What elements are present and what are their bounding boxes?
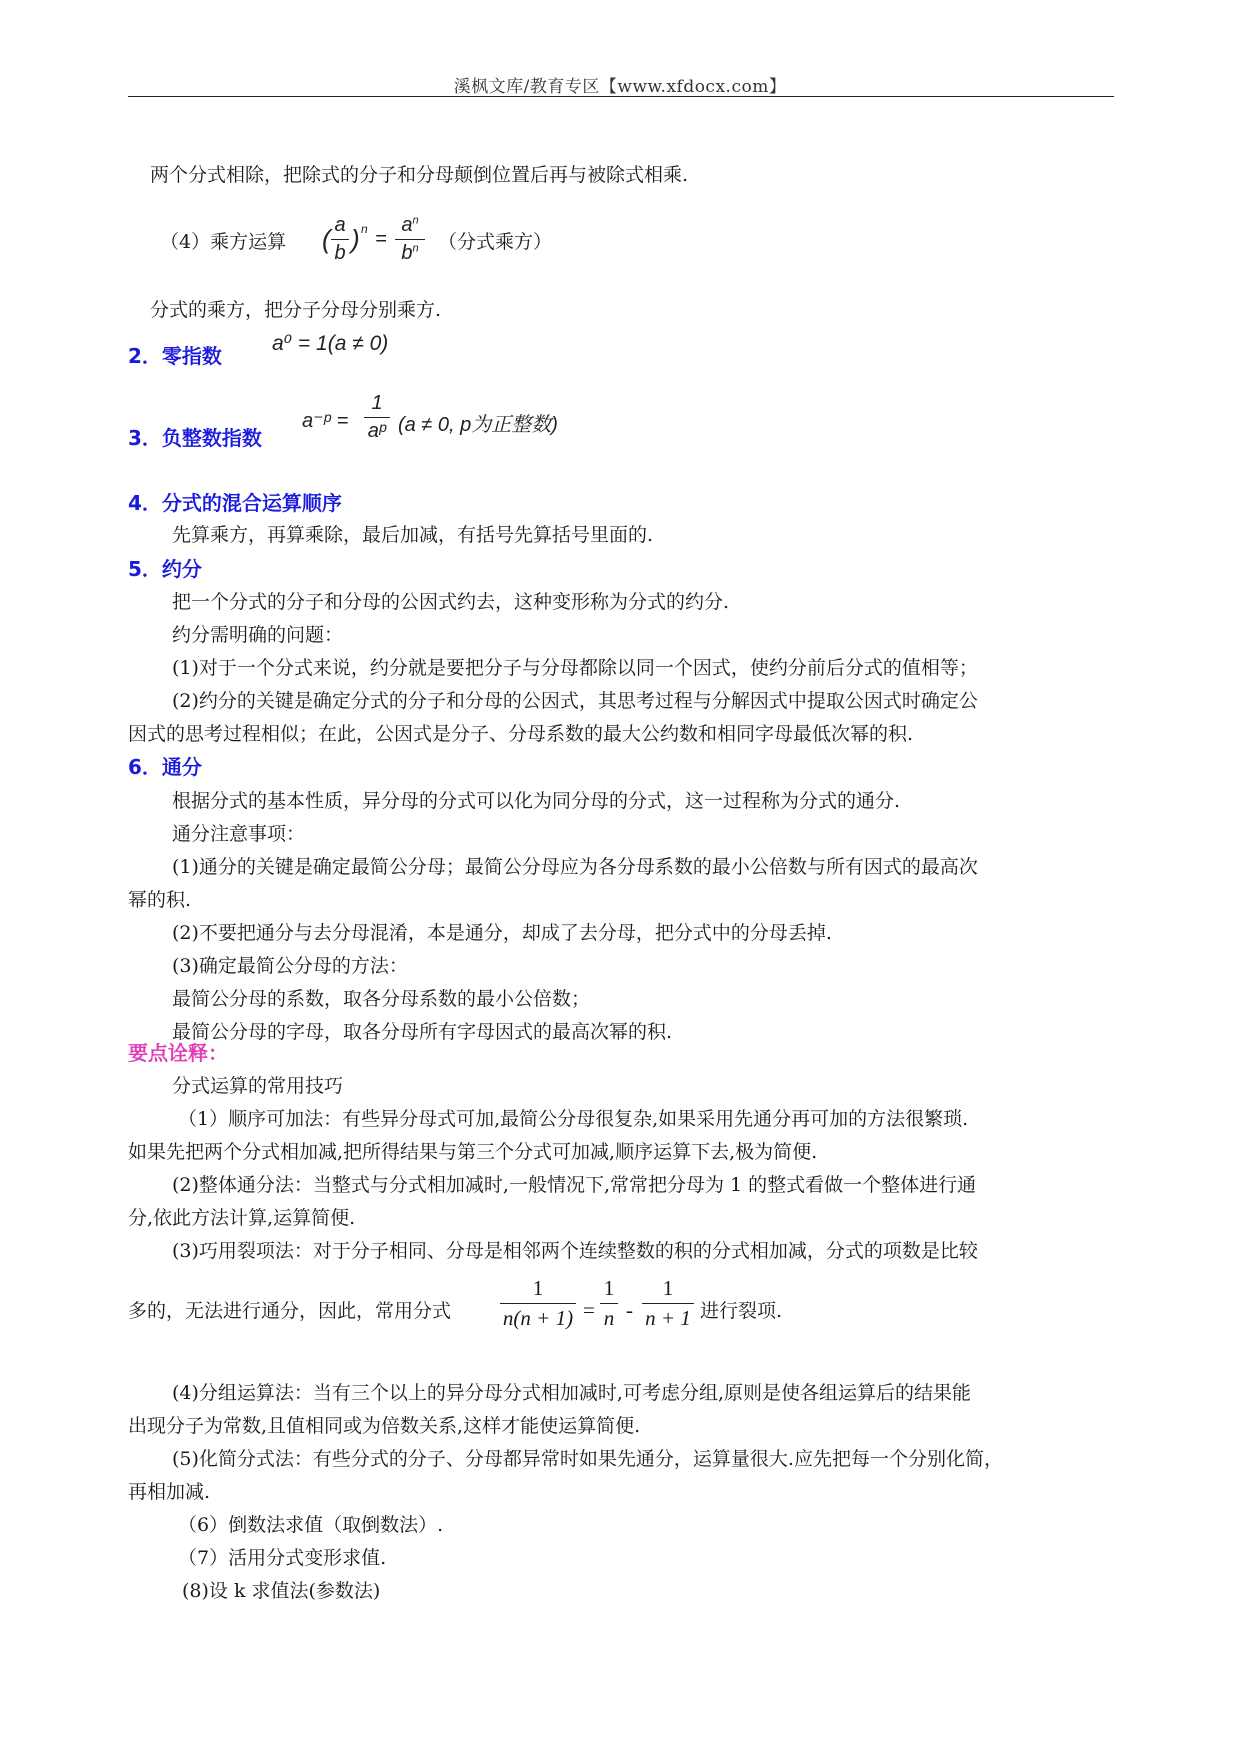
common-denominator-heading: 6．通分 [128,755,202,779]
common-denominator-line: (2)不要把通分与去分母混淆，本是通分，却成了去分母，把分式中的分母丢掉. [172,922,832,944]
tips-line: （7）活用分式变形求值. [178,1547,387,1569]
reduction-heading: 5．约分 [128,557,202,581]
common-denominator-line: 根据分式的基本性质，异分母的分式可以化为同分母的分式，这一过程称为分式的通分. [172,790,901,812]
negative-exponent-formula: a⁻ᵖ = 1 aᵖ (a ≠ 0, p为正整数) [302,392,558,442]
tips-line: （1）顺序可加法：有些异分母式可加,最简公分母很复杂,如果采用先通分再可加的方法很繁琐. [178,1108,969,1130]
split-prefix: 多的，无法进行通分，因此，常用分式 [128,1300,452,1322]
reduction-line: (2)约分的关键是确定分式的分子和分母的公因式，其思考过程与分解因式中提取公因式时确定公 [172,690,978,712]
tips-line: 分式运算的常用技巧 [172,1075,344,1097]
power-note: （分式乘方） [438,231,553,253]
split-term-formula: 1 n(n + 1) = 1 n - 1 n + 1 [500,1276,700,1338]
tips-line: 如果先把两个分式相加减,把所得结果与第三个分式可加减,顺序运算下去,极为简便. [128,1141,818,1163]
power-desc: 分式的乘方，把分子分母分别乘方. [150,299,442,321]
tips-line: 出现分子为常数,且值相同或为倍数关系,这样才能使运算简便. [128,1415,641,1437]
power-rhs-den: b [401,242,413,264]
reduction-line: 把一个分式的分子和分母的公因式约去，这种变形称为分式的约分. [172,591,730,613]
common-denominator-line: 幂的积. [128,889,192,911]
tips-line: (3)巧用裂项法：对于分子相同、分母是相邻两个连续整数的积的分式相加减，分式的项数是比较 [172,1240,978,1262]
tips-line: （6）倒数法求值（取倒数法）. [178,1514,444,1536]
common-denominator-line: (3)确定最简公分母的方法： [172,955,408,977]
split-suffix: 进行裂项. [700,1300,783,1322]
zero-exponent-formula: a⁰ = 1(a ≠ 0) [272,332,389,355]
power-exp: n [361,222,368,236]
division-text: 两个分式相除，把除式的分子和分母颠倒位置后再与被除式相乘. [150,164,689,186]
tips-line: (5)化简分式法：有些分式的分子、分母都异常时如果先通分，运算量很大.应先把每一个分别化简， [172,1448,1003,1470]
common-denominator-line: 最简公分母的系数，取各分母系数的最小公倍数； [172,988,591,1010]
tips-line: 再相加减. [128,1481,211,1503]
reduction-line: 因式的思考过程相似；在此，公因式是分子、分母系数的最大公约数和相同字母最低次幂的积. [128,723,914,745]
power-formula: ( a b ) n = $a^n$ $b^n$ [322,210,434,266]
power-rhs-num: a [401,214,413,236]
power-label: （4）乘方运算 [160,231,287,253]
mixed-order-text: 先算乘方，再算乘除，最后加减，有括号先算括号里面的. [172,524,654,546]
common-denominator-line: 最简公分母的字母，取各分母所有字母因式的最高次幂的积. [172,1021,673,1043]
power-lhs-den: b [334,242,346,264]
tips-line: (4)分组运算法：当有三个以上的异分母分式相加减时,可考虑分组,原则是使各组运算后的结果能 [172,1382,971,1404]
common-denominator-line: 通分注意事项： [172,823,306,845]
zero-exponent-heading: 2．零指数 [128,344,222,368]
page-header: 溪枫文库/教育专区【www.xfdocx.com】 [453,77,787,97]
negative-exponent-heading: 3．负整数指数 [128,426,262,450]
reduction-line: (1)对于一个分式来说，约分就是要把分子与分母都除以同一个因式，使约分前后分式的值相等； [172,657,978,679]
reduction-line: 约分需明确的问题： [172,624,344,646]
key-points-heading: 要点诠释： [128,1041,228,1065]
header-divider [128,96,1114,97]
common-denominator-line: (1)通分的关键是确定最简公分母；最简公分母应为各分母系数的最小公倍数与所有因式的最高次 [172,856,978,878]
tips-line: 分,依此方法计算,运算简便. [128,1207,356,1229]
tips-line: (2)整体通分法：当整式与分式相加减时,一般情况下,常常把分母为 1 的整式看做一个整体进行通 [172,1174,977,1196]
tips-line: (8)设 k 求值法(参数法) [182,1580,381,1602]
mixed-order-heading: 4．分式的混合运算顺序 [128,491,342,515]
power-lhs-num: a [334,214,346,236]
